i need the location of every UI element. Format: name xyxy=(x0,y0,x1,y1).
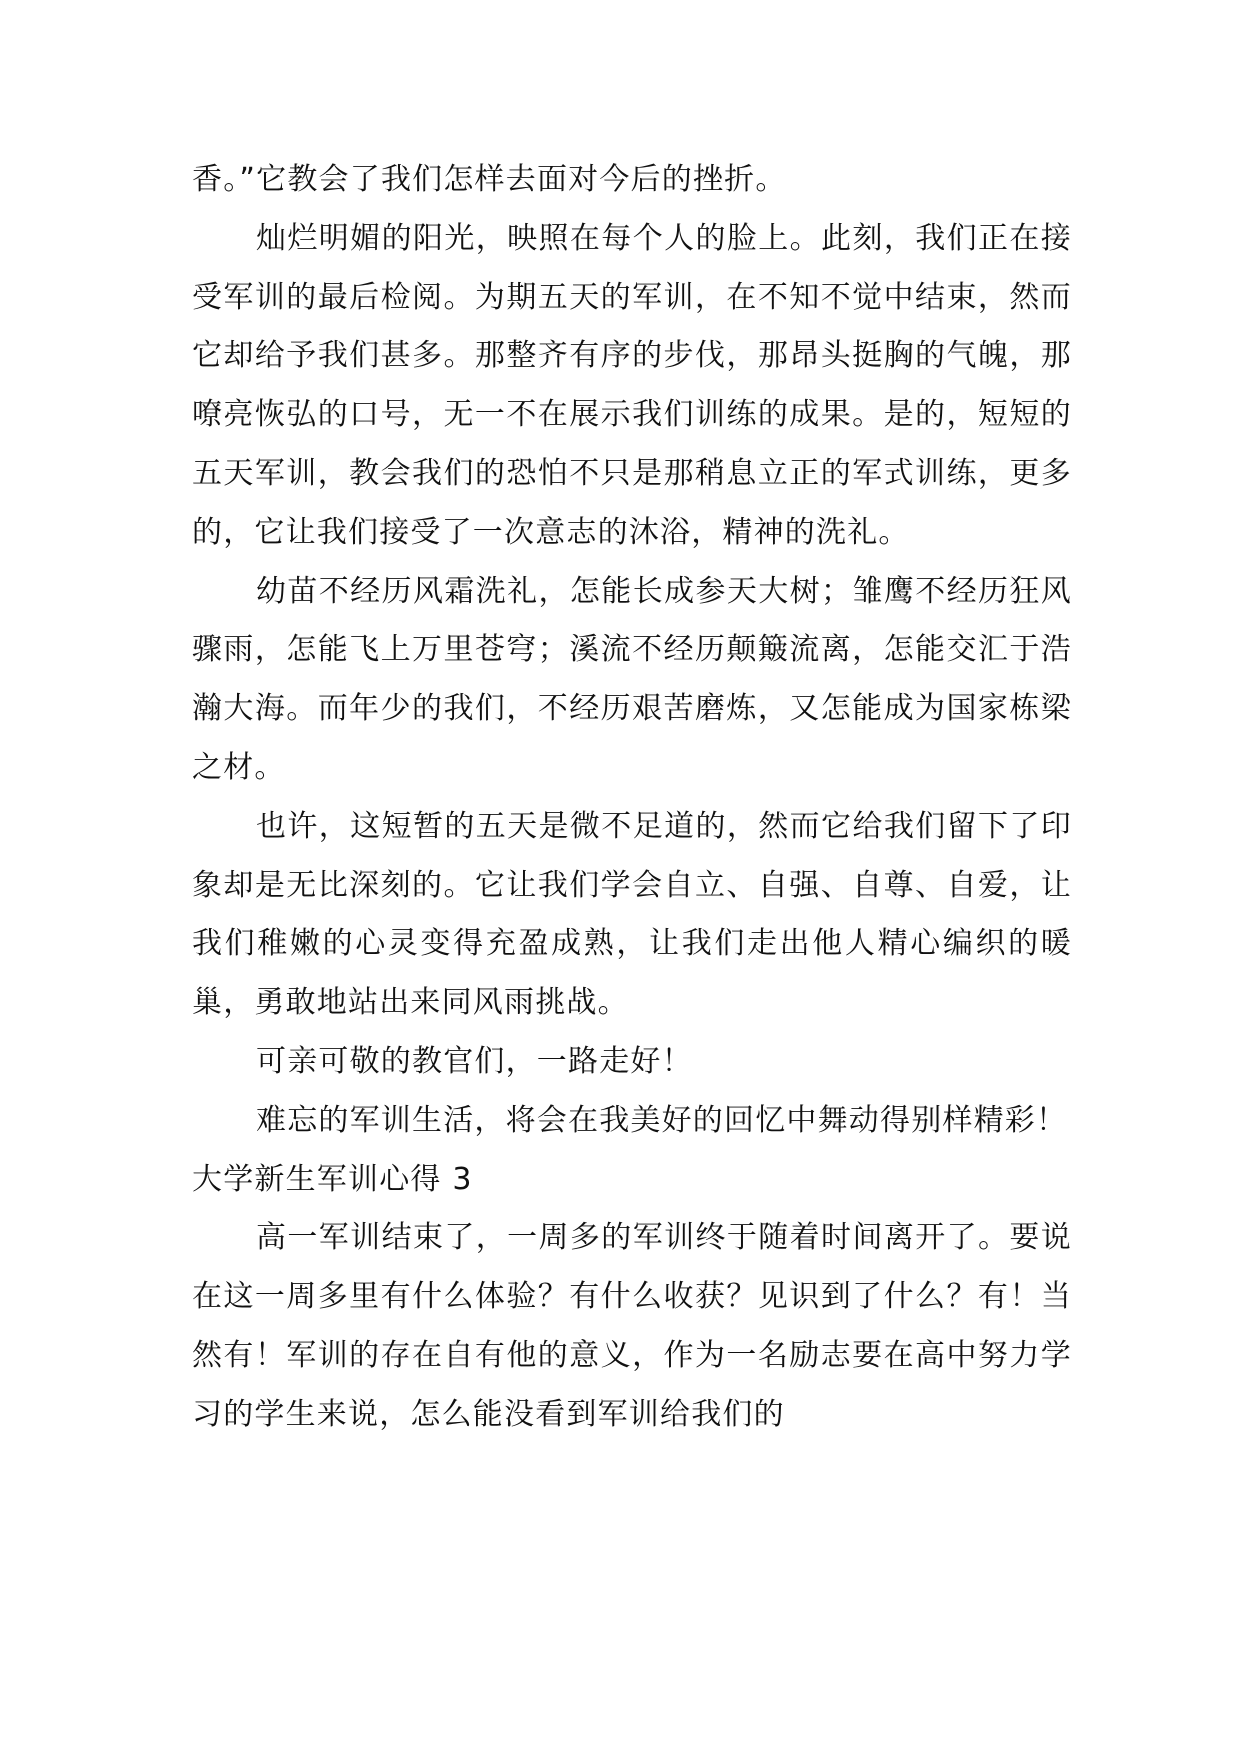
paragraph-memory: 难忘的军训生活，将会在我美好的回忆中舞动得别样精彩！ xyxy=(256,1102,1068,1138)
paragraph-sunshine: 灿烂明媚的阳光，映照在每个人的脸上。此刻，我们正在接受军训的最后检阅。为期五天的军训，在不知不觉中结束，然而它却给予我们甚多。那整齐有序的步伐，那昂头挺胸的气魄，那嘹亮恢弘的口号，无一不在展示我们训练的成果。是的，短短的五天军训，教会我们的恐怕不只是那稍息立正的军式训练，更多的，它让我们接受了一次意志的沐浴，精神的洗礼。 xyxy=(192,220,1072,550)
paragraph-continuation: 香。”它教会了我们怎样去面对今后的挫折。 xyxy=(192,162,787,197)
paragraph-section-3-intro: 高一军训结束了，一周多的军训终于随着时间离开了。要说在这一周多里有什么体验？有什么收获？见识到了什么？有！当然有！军训的存在自有他的意义，作为一名励志要在高中努力学习的学生来说，怎么能没看到军训给我们的 xyxy=(192,1220,1072,1432)
document-body xyxy=(192,151,1072,1445)
paragraph-five-days: 也许，这短暂的五天是微不足道的，然而它给我们留下了印象却是无比深刻的。它让我们学会自立、自强、自尊、自爱，让我们稚嫩的心灵变得充盈成熟，让我们走出他人精心编织的暖巢，勇敢地站出来同风雨挑战。 xyxy=(192,808,1072,1021)
paragraph-farewell: 可亲可敬的教官们，一路走好！ xyxy=(256,1043,693,1079)
paragraph-seedling: 幼苗不经历风霜洗礼，怎能长成参天大树；雏鹰不经历狂风骤雨，怎能飞上万里苍穹；溪流不经历颠簸流离，怎能交汇于浩瀚大海。而年少的我们，不经历艰苦磨炼，又怎能成为国家栋梁之材。 xyxy=(192,573,1072,785)
section-title: 大学新生军训心得 3 xyxy=(192,1161,473,1197)
